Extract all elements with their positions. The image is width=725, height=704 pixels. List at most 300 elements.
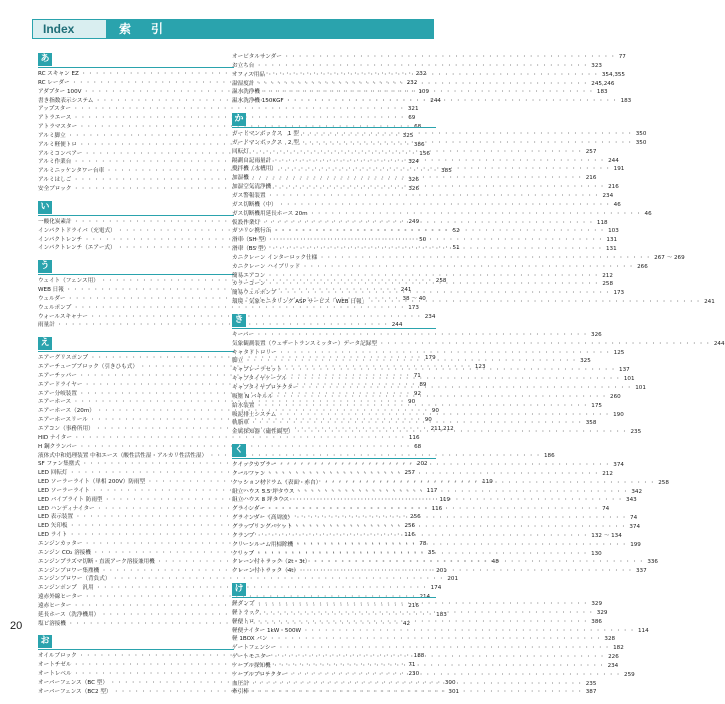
leader-dots (286, 97, 619, 106)
index-header (32, 19, 434, 39)
entry-page: 119 (439, 496, 451, 503)
entry-page: 174 (430, 585, 442, 592)
entry-name: エアーチューブブロック（引きひも式） (38, 364, 138, 371)
entry-name: インパクトドライバ（充電式） (38, 227, 116, 234)
entry-page: 244 (608, 157, 619, 164)
section-divider (38, 649, 234, 650)
section-letter: う (38, 260, 52, 273)
entry-page: 374 (613, 462, 624, 469)
leader-dots (256, 600, 589, 609)
entry-name: アルミコンベアー (38, 150, 83, 157)
entry-page: 116 (408, 434, 420, 441)
entry-page: 125 (613, 349, 625, 356)
leader-dots (256, 550, 589, 559)
entry-name: 組立ハウス 8 坪タウス (232, 497, 290, 504)
leader-dots (267, 505, 600, 514)
entry-name: 吸泥排土システム (232, 411, 277, 418)
leader-dots (273, 227, 606, 236)
entry-page: 266 (637, 263, 648, 270)
entry-page: 130 (591, 550, 602, 557)
entry-page: 186 (544, 452, 555, 459)
leader-dots (294, 523, 627, 532)
leader-dots (251, 174, 584, 183)
entry-name: アダプター 100V (38, 88, 82, 95)
entry-page: 328 (604, 636, 616, 643)
leader-dots (251, 680, 584, 689)
entry-name: 血圧計 (232, 680, 249, 687)
leader-dots (302, 263, 635, 272)
index-label: Index (32, 19, 107, 39)
leader-dots (310, 210, 643, 219)
entry-page: 350 (635, 131, 647, 138)
entry-page: 90 (424, 417, 432, 424)
entry-page: 156 (419, 150, 430, 157)
index-entry (232, 514, 638, 523)
entry-name: アルミニッケンタワー台車 (38, 168, 105, 175)
entry-page: 374 (629, 523, 641, 530)
entry-page: 387 (585, 689, 597, 696)
entry-name: エンジンブロワー（背負式） (38, 576, 111, 583)
leader-dots (251, 148, 584, 157)
entry-name: クレーン付トラック（2t・3t） (232, 559, 311, 566)
entry-page: 260 (610, 393, 621, 400)
entry-page: 90 (431, 408, 439, 415)
entry-name: オーバーフェンス（BC2 型） (38, 688, 112, 695)
leader-dots (272, 236, 605, 245)
entry-page: 343 (626, 497, 637, 504)
index-entry (232, 139, 647, 148)
section-letter: お (38, 635, 52, 648)
leader-dots (273, 183, 606, 192)
entry-name: クランプ (232, 532, 255, 539)
entry-name: 温水洗浄機 (232, 89, 260, 96)
entry-name: アルミはしご (38, 177, 72, 184)
entry-page: 232 (406, 79, 418, 86)
entry-name: オートチゼル (38, 662, 72, 669)
index-entry (232, 635, 616, 644)
leader-dots (268, 192, 601, 201)
index-entry (232, 618, 602, 627)
index-entry (38, 313, 436, 322)
entry-page: 131 (605, 246, 617, 253)
entry-page: 385 (441, 168, 452, 175)
entry-name: 簡易ウェルポンプ (232, 290, 277, 297)
index-entry (232, 183, 619, 192)
index-entry (232, 289, 625, 298)
entry-name: エンジンポンプ 汎用 (38, 585, 94, 592)
entry-name: ガードマンボックス 1 型 (232, 131, 299, 138)
entry-name: キーパー (232, 331, 255, 338)
entry-name: SF ファン集塵式 (38, 461, 80, 468)
entry-name: LED ハンディナイター (38, 505, 95, 512)
entry-page: 42 (402, 620, 411, 627)
index-entry (232, 236, 618, 245)
leader-dots (273, 662, 606, 671)
leader-dots (289, 671, 622, 680)
leader-dots (296, 428, 629, 437)
entry-name: 軽 1BOX バン (232, 636, 268, 643)
entry-name: 牽引棒 (232, 689, 249, 696)
leader-dots (245, 357, 578, 366)
leader-dots (256, 331, 589, 340)
entry-name: ウェイト（フェンス用） (38, 278, 99, 285)
entry-page: 117 (426, 487, 438, 494)
entry-page: 211,212 (430, 426, 454, 432)
entry-page: 256 (410, 514, 421, 521)
entry-name: 吸塵 N バキルル (232, 393, 274, 400)
leader-dots (295, 541, 628, 550)
entry-name: エアーグリスポンプ (38, 355, 89, 362)
entry-name: アルミ作業台 (38, 159, 72, 166)
index-entry (232, 384, 646, 393)
section-letter: き (232, 314, 246, 327)
entry-page: 235 (630, 429, 642, 436)
entry-name: WEB 日報 (38, 287, 64, 294)
index-entry (232, 644, 624, 653)
leader-dots (273, 157, 606, 166)
entry-page: 337 (635, 568, 647, 575)
entry-page: 258 (658, 479, 669, 486)
index-entry (232, 627, 649, 636)
entry-name: HID ナイター (38, 434, 72, 441)
entry-page: 230 (408, 671, 420, 678)
entry-page: 201 (436, 567, 447, 574)
index-entry (38, 304, 419, 313)
section-letter: く (232, 444, 246, 457)
entry-page: 48 (491, 558, 499, 565)
entry-name: クレーン付トラック（4t） (232, 568, 300, 575)
entry-page: 183 (596, 89, 608, 96)
entry-name: 軽便トロ (232, 618, 255, 625)
index-entry (232, 254, 685, 263)
entry-name: 温湿度計 (232, 80, 255, 87)
entry-page: 116 (431, 505, 443, 512)
entry-page: 118 (596, 219, 608, 226)
entry-name: LED ソーラーライト（単相 200V）防雨型 (38, 479, 146, 486)
entry-page: 241 (400, 287, 412, 294)
section-divider (232, 127, 436, 128)
entry-name: エンジン CO₂ 溶接機 (38, 549, 91, 556)
entry-name: クリーンルーム用掃除機 (232, 541, 294, 548)
section-divider (232, 458, 436, 459)
entry-page: 301 (448, 688, 460, 695)
index-entry (232, 219, 608, 228)
leader-dots (369, 298, 702, 307)
entry-name: ガス警報装置 (232, 192, 266, 199)
entry-name: クイックカプラー (232, 462, 277, 469)
section-divider (38, 67, 234, 68)
entry-name: クリップ (232, 550, 255, 557)
index-entry (232, 402, 602, 411)
index-entry (38, 443, 422, 452)
leader-dots (256, 80, 589, 89)
entry-name: 軽トラック (232, 609, 260, 616)
entry-name: オフィス用品 (232, 71, 265, 78)
entry-page: 46 (644, 210, 652, 217)
entry-name: エアーホースリール (38, 417, 88, 424)
entry-name: ゲートモニター (232, 654, 272, 661)
entry-name: クッション材ドラム（表面・赤白） (232, 479, 322, 486)
entry-name: 回転灯 (232, 148, 249, 155)
entry-name: オーバーフェンス（BC 型） (38, 679, 108, 686)
entry-name: ガソリン携行缶 (232, 228, 272, 235)
entry-page: 235 (585, 680, 597, 687)
index-entry (232, 298, 715, 307)
entry-name: オイルブロック (38, 653, 77, 660)
entry-page: 336 (647, 559, 658, 566)
entry-name: キャタドトロリー (232, 349, 277, 356)
entry-name: 遠赤外線ヒーター (38, 594, 83, 601)
entry-name: カニクレーン インターロック仕様 (232, 254, 318, 261)
index-entry (38, 123, 234, 132)
entry-name: LED 矢印板 (38, 523, 68, 530)
entry-name: 滑車（BS 型） (232, 246, 270, 253)
leader-dots (279, 349, 612, 358)
leader-dots (301, 139, 634, 148)
entry-page: 249 (408, 218, 420, 225)
leader-dots (279, 201, 612, 210)
section-letter: か (232, 113, 246, 126)
entry-name: 簡易エアコン (232, 272, 266, 279)
entry-page: 74 (630, 515, 638, 522)
entry-page: 202 (416, 461, 428, 468)
entry-page: 212 (602, 272, 613, 279)
entry-page: 69 (408, 115, 416, 122)
entry-page: 300 (444, 679, 456, 686)
entry-name: グラインダー (232, 506, 266, 513)
leader-dots (278, 644, 611, 653)
entry-page: 101 (623, 376, 635, 383)
leader-dots (256, 402, 589, 411)
leader-dots (251, 688, 584, 697)
entry-name: キャブタイヤケーブル (232, 376, 287, 383)
section-letter: け (232, 583, 246, 596)
index-entry (232, 201, 621, 210)
index-entry (232, 280, 614, 289)
entry-page: 259 (624, 671, 635, 678)
entry-name: カニクレーン ハイブリッド (232, 263, 301, 270)
leader-dots (301, 567, 634, 576)
section-divider (38, 274, 234, 275)
entry-page: 71 (413, 372, 421, 379)
entry-name: オートレベル (38, 671, 72, 678)
entry-name: グラインダー（高周波） (232, 515, 294, 522)
entry-name: エアコン（事務所用） (38, 426, 94, 432)
entry-page: 326 (408, 185, 420, 192)
entry-page: 245,246 (591, 80, 615, 87)
entry-page: 386 (413, 141, 425, 148)
entry-page: 46 (613, 201, 621, 208)
entry-name: 仮設作業灯 (232, 219, 260, 226)
index-entry (232, 523, 641, 532)
entry-name: 隔測自記雨量計 (232, 157, 272, 164)
entry-page: 199 (630, 541, 641, 548)
entry-name: ケーブル探知機 (232, 662, 271, 669)
entry-page: 77 (618, 54, 626, 60)
entry-name: インパクトレンチ（エアー式） (38, 245, 116, 252)
entry-page: 358 (585, 420, 597, 427)
entry-page: 244 (430, 97, 441, 104)
leader-dots (275, 393, 608, 402)
entry-name: エアードライヤー (38, 381, 83, 388)
leader-dots (267, 71, 600, 80)
entry-name: 液体式中和処理装置 中和エース（酸性活性湿・アルカリ性活性湿） (38, 452, 208, 459)
entry-name: LED 回転灯 (38, 470, 68, 477)
entry-page: 226 (608, 654, 619, 661)
entry-page: 191 (613, 166, 625, 173)
entry-page: 188 (413, 653, 425, 660)
entry-page: 183 (620, 98, 632, 105)
leader-dots (278, 411, 611, 420)
entry-name: キャプレーラセット (232, 367, 283, 374)
leader-dots (295, 514, 628, 523)
entry-name: 攪拌機（水槽用） (232, 166, 277, 173)
entry-name: アルミ軽便トロ (38, 141, 77, 148)
entry-name: 軌脂車 (232, 420, 249, 427)
leader-dots (262, 219, 595, 228)
entry-page: 258 (602, 281, 614, 288)
entry-name: 気象観測装置（ウェザートランスミッター）データ記録型 (232, 340, 377, 347)
index-entry (232, 541, 641, 550)
entry-page: 212 (602, 470, 613, 477)
entry-page: 234 (602, 192, 614, 199)
entry-page: 35 (427, 549, 436, 556)
index-entry (232, 174, 597, 183)
index-entry (232, 210, 652, 219)
leader-dots (267, 272, 600, 281)
index-entry (232, 357, 591, 366)
index-entry (232, 393, 621, 402)
entry-name: 遠赤ヒーター (38, 602, 72, 609)
entry-name: 安全ブロック (38, 185, 72, 192)
leader-dots (301, 130, 634, 139)
entry-page: 109 (418, 88, 430, 95)
entry-name: エアーホース（20m） (38, 408, 95, 415)
entry-page: 244 (391, 322, 403, 329)
entry-page: 354,355 (601, 71, 625, 78)
entry-name: 環境・気象モニタリング ASP サービス「WEB 日報」 (232, 299, 368, 306)
entry-page: 114 (638, 627, 649, 634)
leader-dots (273, 653, 606, 662)
section-divider (232, 597, 436, 598)
entry-page: 50 (419, 236, 427, 243)
index-entry (232, 192, 614, 201)
leader-dots (262, 609, 595, 618)
index-entry (38, 321, 403, 330)
section-divider (232, 328, 436, 329)
index-entry (232, 653, 619, 662)
entry-name: 軽便ナイター 1kW・500W (232, 627, 302, 634)
leader-dots (256, 532, 589, 541)
entry-name: 温水洗浄機 150KGF (232, 98, 284, 105)
leader-dots (267, 280, 600, 289)
leader-dots (303, 627, 636, 636)
index-entry (232, 130, 647, 139)
entry-name: LED 表示装置 (38, 514, 74, 521)
entry-name: カラーコーン (232, 281, 266, 288)
entry-page: 52 (452, 227, 460, 234)
entry-page: 232 (415, 71, 427, 77)
entry-name: エアー分岐装置 (38, 390, 77, 397)
entry-name: グラップリングバケット (232, 523, 293, 530)
entry-name: 加湿空気清浄機 (232, 184, 272, 191)
entry-page: 103 (608, 228, 619, 235)
index-entry (38, 114, 416, 123)
index-entry (38, 593, 234, 602)
entry-name: 脚立 (232, 358, 244, 365)
entry-name: ガス切断機用延長ホース 20m (232, 210, 308, 217)
index-entry (232, 375, 635, 384)
entry-page: 78 (419, 540, 427, 547)
entry-name: アップスター (38, 106, 71, 113)
entry-page: 179 (424, 355, 436, 362)
entry-page: 257 (585, 148, 597, 155)
index-entry (232, 349, 625, 358)
leader-dots (296, 488, 629, 497)
entry-page: 326 (408, 177, 419, 184)
index-entry (232, 461, 624, 470)
index-entry (232, 550, 602, 559)
entry-page: 68 (414, 443, 422, 450)
index-entry (232, 411, 624, 420)
entry-name: RC スキャン EZ (38, 71, 79, 77)
entry-page: 123 (474, 364, 486, 371)
index-section (232, 53, 632, 106)
entry-page: 323 (591, 62, 602, 69)
index-entry (232, 71, 625, 80)
index-entry (232, 97, 632, 106)
entry-page: 201 (447, 576, 459, 583)
leader-dots (267, 470, 600, 479)
index-entry (232, 88, 608, 97)
entry-name: エンジンカッター (38, 540, 83, 547)
index-entry (232, 600, 603, 609)
entry-name: RC レーダー (38, 79, 70, 86)
entry-page: 137 (619, 367, 630, 374)
index-entry (232, 263, 648, 272)
entry-page: 116 (404, 532, 415, 539)
index-entry (232, 80, 615, 89)
entry-name: ガードマンボックス 2 型 (232, 139, 299, 146)
leader-dots (279, 165, 612, 174)
entry-page: 325 (580, 358, 591, 365)
entry-page: 342 (631, 488, 643, 495)
entry-name: ウォールスキャナー (38, 313, 88, 320)
entry-name: エアーホース (38, 399, 72, 406)
entry-page: 89 (419, 381, 427, 388)
index-entry (232, 157, 619, 166)
entry-page: 321 (407, 106, 419, 113)
entry-page: 183 (436, 611, 447, 618)
index-entry (232, 470, 613, 479)
leader-dots (284, 366, 617, 375)
entry-page: 90 (408, 399, 416, 406)
index-entry (232, 671, 635, 680)
leader-dots (270, 635, 603, 644)
index-entry (38, 105, 419, 114)
entry-name: アトラエース (38, 115, 72, 122)
entry-name: 書き指数表示システム (38, 97, 94, 104)
entry-page: 258 (435, 278, 447, 285)
entry-page: 74 (602, 506, 610, 513)
entry-name: ケーブルプロテクター (232, 671, 288, 678)
entry-name: 給水装置 (232, 402, 255, 409)
index-entry (232, 272, 613, 281)
entry-name: アトラマスター (38, 124, 78, 131)
entry-page: 234 (424, 313, 436, 320)
entry-page: 267 ～ 269 (654, 254, 685, 261)
leader-dots (379, 340, 712, 349)
